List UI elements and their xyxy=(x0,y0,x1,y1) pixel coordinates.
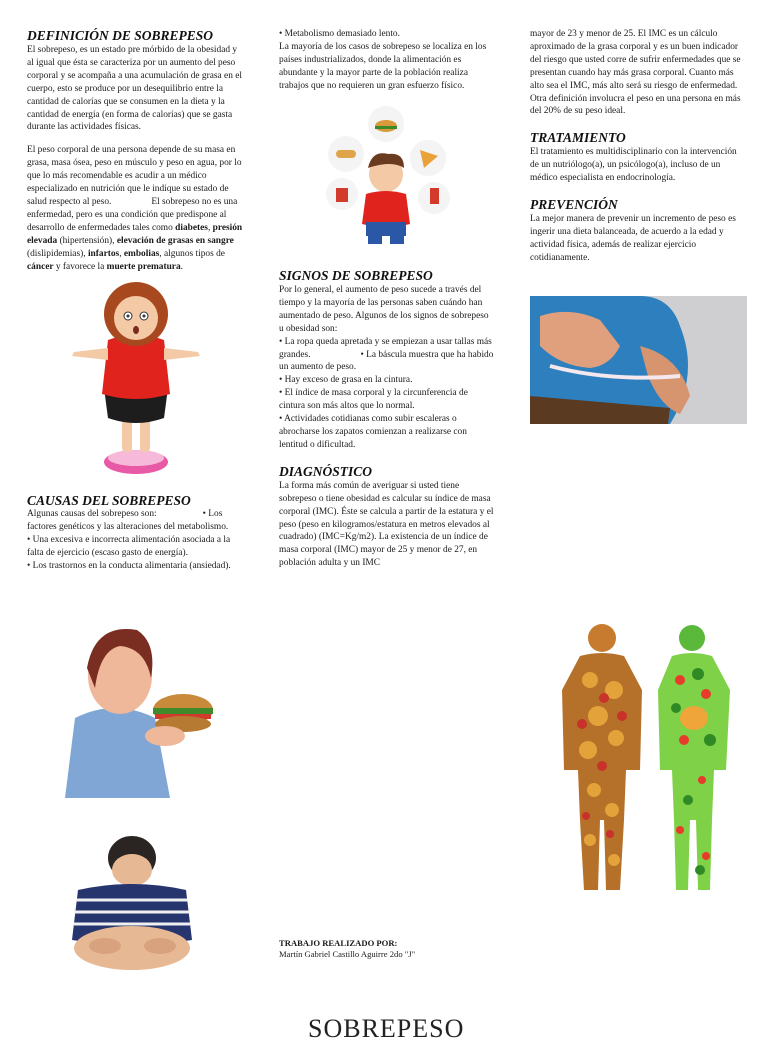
tratamiento-text: El tratamiento es multidisciplinario con la intervención de un nutriólogo(a), un psicólogo(a), incluso de un médico especialista en endocrinología. xyxy=(530,147,737,184)
junk-food-body-icon xyxy=(562,624,642,890)
mayoria-paragraph: La mayoría de los casos de sobrepeso se localiza en los países industrializados, donde la alimentación es abundante y la mayor parte de la población realiza trabajos que no requieren un gran esfuerzo físico. xyxy=(279,41,487,91)
causas-section xyxy=(27,493,245,573)
trabajo-section xyxy=(279,938,494,960)
imc-continuation: mayor de 23 y menor de 25. El IMC es un cálculo aproximado de la grasa corporal y es un buen indicador del riesgo que usted corre de sufrir enfermedades que se presentan cuando hay más grasa corporal. Cuanto más alto sea el IMC, más alto será su riesgo de enfermedad. Otra definición involucra el peso en una persona en más del 20% de su peso ideal. xyxy=(530,29,741,117)
column-left xyxy=(27,28,245,273)
junk-vs-healthy-body-illustration xyxy=(530,620,747,900)
causas-item: • Los factores genéticos y las alteraciones del metabolismo. xyxy=(27,509,229,532)
definicion-p1: El sobrepeso, es un estado pre mórbido de la obesidad y al igual que ésta se caracteriza por un aumento del peso corporal y se acompaña a una acumulación de grasa en el cuerpo, esto se produce por un desequilibrio entre la cantidad de calorías que se consumen en la dieta y la cantidad de energía (en forma de calorías) que se gasta durante las actividades físicas. xyxy=(27,45,243,133)
diagnostico-title: DIAGNÓSTICO xyxy=(279,463,373,479)
causas-item: • Una excesiva e incorrecta alimentación asociada a la falta de ejercicio (escaso gasto de energía). xyxy=(27,534,231,558)
column-right xyxy=(530,28,745,265)
woman-eating-burger-image xyxy=(65,618,215,798)
tratamiento-title: TRATAMIENTO xyxy=(530,130,626,146)
prevencion-text: La mejor manera de prevenir un incremento de peso es ingerir una dieta balanceada, de acuerdo a la edad y actividad física, además de realizar ejercicio cotidianamente. xyxy=(530,214,736,263)
causas-intro: Algunas causas del sobrepeso son: • Los factores genéticos y las alteraciones del metabolismo. xyxy=(27,509,229,532)
causas-title: CAUSAS DEL SOBREPESO xyxy=(27,493,191,508)
metabolismo-item: • Metabolismo demasiado lento. xyxy=(279,29,400,39)
boy-junk-food-illustration xyxy=(318,102,458,252)
footer-partial-title: SOBREPESO xyxy=(308,1014,465,1043)
signos-title: SIGNOS DE SOBREPESO xyxy=(279,268,433,283)
girl-on-scale-icon xyxy=(64,278,209,483)
signos-item: • El índice de masa corporal y la circunferencia de cintura son más altos que lo normal. xyxy=(279,388,468,412)
signos-intro: Por lo general, el aumento de peso sucede a través del tiempo y la mayoría de las personas saben cuándo han aumentado de peso. Algunos de los signos de sobrepeso u obesidad son: xyxy=(279,285,489,334)
prevencion-title: PREVENCIÓN xyxy=(530,197,618,213)
belly-measuring-photo xyxy=(530,296,747,424)
signos-item: • Actividades cotidianas como subir escaleras o abrocharse los zapatos comienzan a realizarse con lentitud o dificultad. xyxy=(279,414,467,450)
signos-section xyxy=(279,268,494,570)
girl-on-scale-illustration xyxy=(64,278,209,483)
diagnostico-text: La forma más común de averiguar si usted tiene sobrepeso o tiene obesidad es calcular su índice de masa corporal (IMC). Éste se calcula a partir de la estatura y el peso (peso en kilogramos/estatura en metros elevados al cuadrado) (IMC=Kg/m2). La existencia de un índice de masa corporal (IMC) mayor de 25 y menor de 27, en población adulta y un IMC xyxy=(279,480,494,569)
causas-item: • Los trastornos en la conducta alimentaria (ansiedad). xyxy=(27,560,231,571)
signos-item: • La ropa queda apretada y se empiezan a usar tallas más grandes. • La báscula muestra que ha habido un aumento de peso. xyxy=(279,336,494,373)
column-middle xyxy=(279,28,494,93)
definicion-p2: El peso corporal de una persona depende de su masa en grasa, masa ósea, peso en músculo y peso en agua, por lo que lo más recomendable es acudir a un médico especializado en nutrición que le indique su estado de salud respecto al peso. El sobrepeso no es una enfermedad, pero es una condición que predispone al desarrollo de enfermedades tales como diabetes, presión elevada (hipertensión), elevación de grasas en sangre (dislipidemias), infartos, embolias, algunos tipos de cáncer y favorece la muerte prematura. xyxy=(27,145,243,272)
healthy-food-body-icon xyxy=(658,625,730,890)
boy-holding-belly-image xyxy=(60,830,205,975)
signos-item: • Hay exceso de grasa en la cintura. xyxy=(279,375,413,386)
trabajo-author: Martín Gabriel Castillo Aguirre 2do "J" xyxy=(279,949,416,959)
trabajo-title: TRABAJO REALIZADO POR: xyxy=(279,938,398,948)
definicion-title: DEFINICIÓN DE SOBREPESO xyxy=(27,28,214,43)
